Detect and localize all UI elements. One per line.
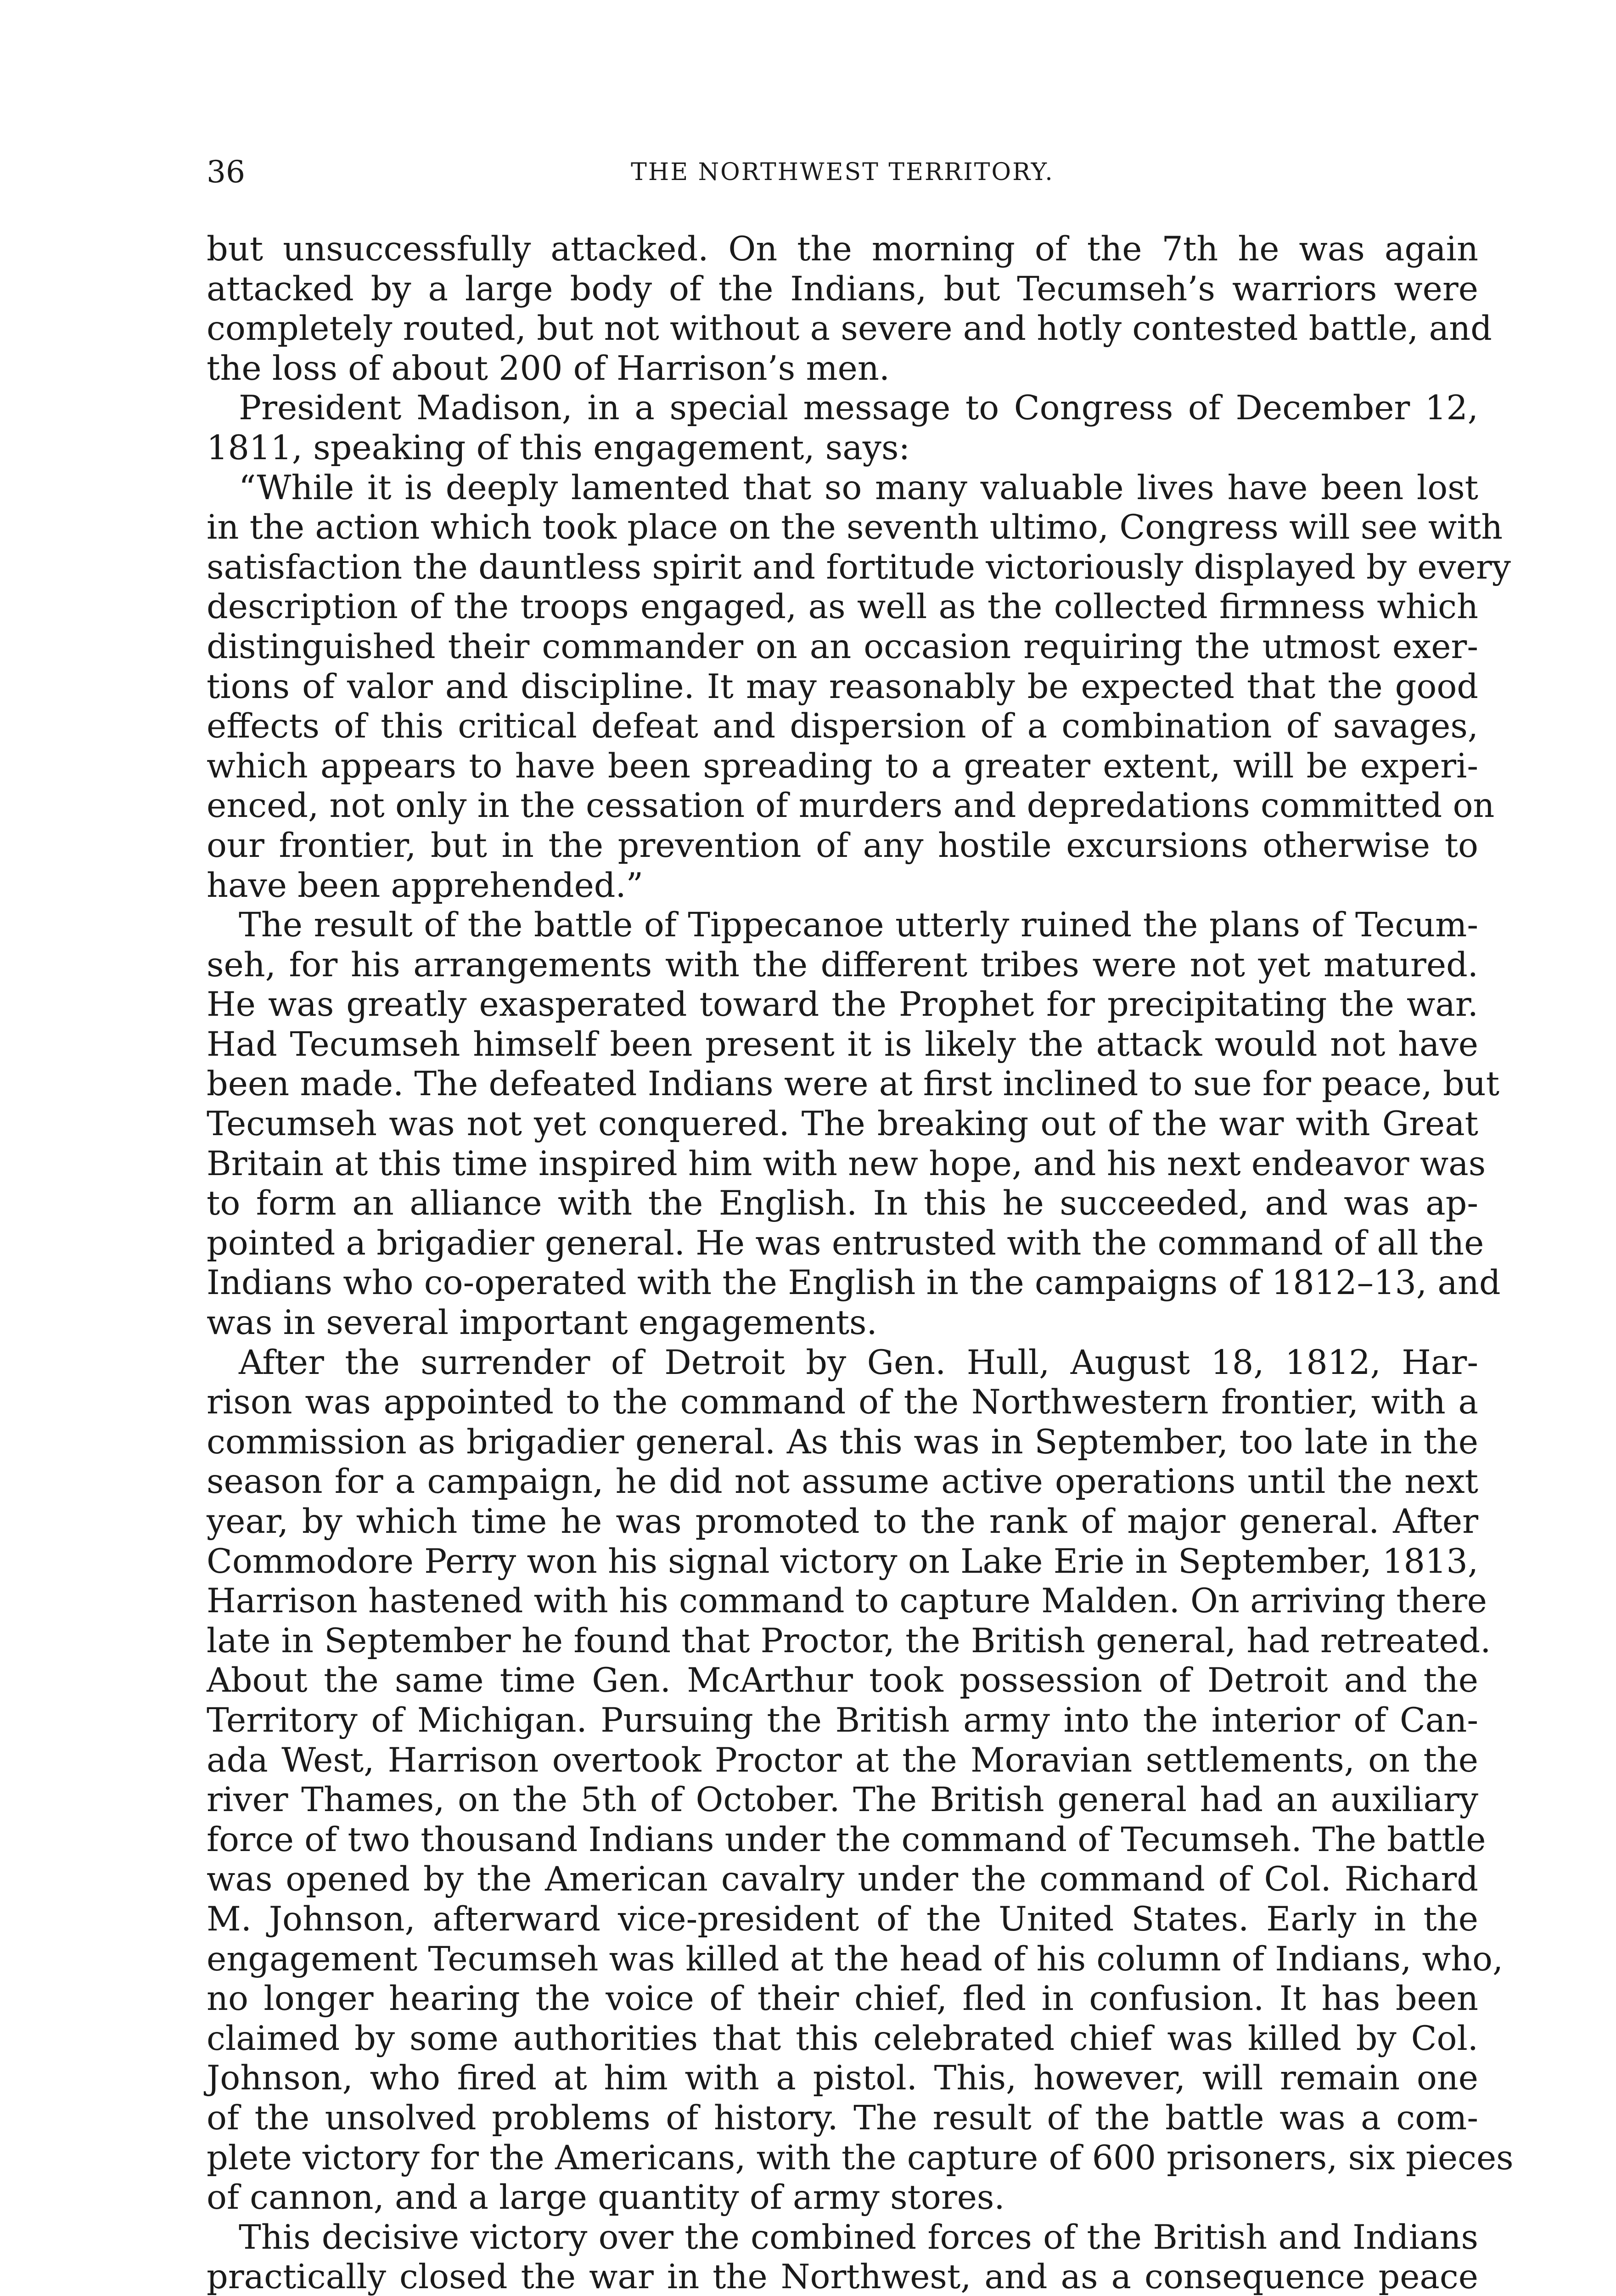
text-line: season for a campaign, he did not assume active operations until the next bbox=[207, 1462, 1478, 1502]
text-line: effects of this critical defeat and dispersion of a combination of savages, bbox=[207, 707, 1478, 746]
text-line: commission as brigadier general. As this was in September, too late in the bbox=[207, 1422, 1478, 1462]
text-line: Harrison hastened with his command to capture Malden. On arriving there bbox=[207, 1581, 1487, 1621]
text-line: M. Johnson, afterward vice-president of the United States. Early in the bbox=[207, 1899, 1478, 1939]
text-line: was opened by the American cavalry under the command of Col. Richard bbox=[207, 1860, 1478, 1899]
text-line: Tecumseh was not yet conquered. The breaking out of the war with Great bbox=[207, 1104, 1478, 1144]
text-line: This decisive victory over the combined forces of the British and Indians bbox=[239, 2217, 1478, 2257]
text-line: in the action which took place on the seventh ultimo, Congress will see with bbox=[207, 508, 1503, 547]
text-line: seh, for his arrangements with the different tribes were not yet matured. bbox=[207, 945, 1478, 985]
text-line: our frontier, but in the prevention of any hostile excursions otherwise to bbox=[207, 826, 1478, 865]
text-line: engagement Tecumseh was killed at the head of his column of Indians, who, bbox=[207, 1939, 1504, 1979]
running-head: THE NORTHWEST TERRITORY. bbox=[631, 158, 1054, 186]
text-line: but unsuccessfully attacked. On the morning of the 7th he was again bbox=[207, 230, 1478, 269]
text-line: Had Tecumseh himself been present it is likely the attack would not have bbox=[207, 1024, 1478, 1064]
text-line: have been apprehended.” bbox=[207, 866, 644, 905]
text-line: Commodore Perry won his signal victory on Lake Erie in September, 1813, bbox=[207, 1542, 1479, 1581]
text-line: of cannon, and a large quantity of army stores. bbox=[207, 2178, 1005, 2217]
text-line: The result of the battle of Tippecanoe utterly ruined the plans of Tecum- bbox=[239, 906, 1478, 945]
text-line: the loss of about 200 of Harrison’s men. bbox=[207, 349, 890, 388]
text-line: was in several important engagements. bbox=[207, 1303, 877, 1343]
text-line: President Madison, in a special message to Congress of December 12, bbox=[239, 388, 1478, 428]
text-line: claimed by some authorities that this celebrated chief was killed by Col. bbox=[207, 2019, 1478, 2058]
text-line: been made. The defeated Indians were at first inclined to sue for peace, but bbox=[207, 1064, 1500, 1104]
text-line: “While it is deeply lamented that so many valuable lives have been lost bbox=[239, 468, 1478, 507]
text-line: satisfaction the dauntless spirit and fortitude victoriously displayed by every bbox=[207, 547, 1511, 587]
text-line: tions of valor and discipline. It may reasonably be expected that the good bbox=[207, 667, 1478, 706]
text-line: year, by which time he was promoted to the rank of major general. After bbox=[207, 1502, 1478, 1541]
text-line: no longer hearing the voice of their chief, fled in confusion. It has been bbox=[207, 1979, 1478, 2019]
text-line: He was greatly exasperated toward the Prophet for precipitating the war. bbox=[207, 985, 1478, 1024]
text-line: late in September he found that Proctor, the British general, had retreated. bbox=[207, 1621, 1491, 1660]
page-number: 36 bbox=[207, 154, 245, 190]
text-line: description of the troops engaged, as well as the collected firmness which bbox=[207, 587, 1478, 627]
text-line: Johnson, who fired at him with a pistol. This, however, will remain one bbox=[207, 2059, 1478, 2098]
text-line: 1811, speaking of this engagement, says: bbox=[207, 428, 910, 467]
body-text bbox=[207, 230, 1514, 2296]
text-line: About the same time Gen. McArthur took possession of Detroit and the bbox=[207, 1661, 1478, 1700]
text-line: to form an alliance with the English. In this he succeeded, and was ap- bbox=[207, 1184, 1478, 1223]
text-line: enced, not only in the cessation of murders and depredations committed on bbox=[207, 786, 1495, 826]
text-line: Territory of Michigan. Pursuing the British army into the interior of Can- bbox=[207, 1700, 1478, 1740]
text-line: ada West, Harrison overtook Proctor at the Moravian settlements, on the bbox=[207, 1740, 1478, 1780]
text-line: plete victory for the Americans, with the capture of 600 prisoners, six pieces bbox=[207, 2138, 1514, 2178]
text-line: Indians who co-operated with the English in the campaigns of 1812–13, and bbox=[207, 1263, 1501, 1303]
text-line: Britain at this time inspired him with new hope, and his next endeavor was bbox=[207, 1144, 1486, 1183]
text-line: practically closed the war in the Northwest, and as a consequence peace bbox=[207, 2257, 1478, 2296]
text-line: of the unsolved problems of history. The result of the battle was a com- bbox=[207, 2098, 1478, 2138]
text-line: attacked by a large body of the Indians, but Tecumseh’s warriors were bbox=[207, 269, 1478, 309]
text-line: river Thames, on the 5th of October. The British general had an auxiliary bbox=[207, 1780, 1478, 1820]
text-line: pointed a brigadier general. He was entrusted with the command of all the bbox=[207, 1223, 1484, 1263]
text-line: rison was appointed to the command of the Northwestern frontier, with a bbox=[207, 1383, 1478, 1422]
text-line: which appears to have been spreading to a greater extent, will be experi- bbox=[207, 746, 1478, 786]
text-line: distinguished their commander on an occasion requiring the utmost exer- bbox=[207, 627, 1478, 666]
text-line: After the surrender of Detroit by Gen. Hull, August 18, 1812, Har- bbox=[239, 1343, 1478, 1382]
text-line: completely routed, but not without a severe and hotly contested battle, and bbox=[207, 309, 1492, 349]
text-line: force of two thousand Indians under the command of Tecumseh. The battle bbox=[207, 1820, 1486, 1859]
page-header bbox=[207, 152, 1478, 193]
